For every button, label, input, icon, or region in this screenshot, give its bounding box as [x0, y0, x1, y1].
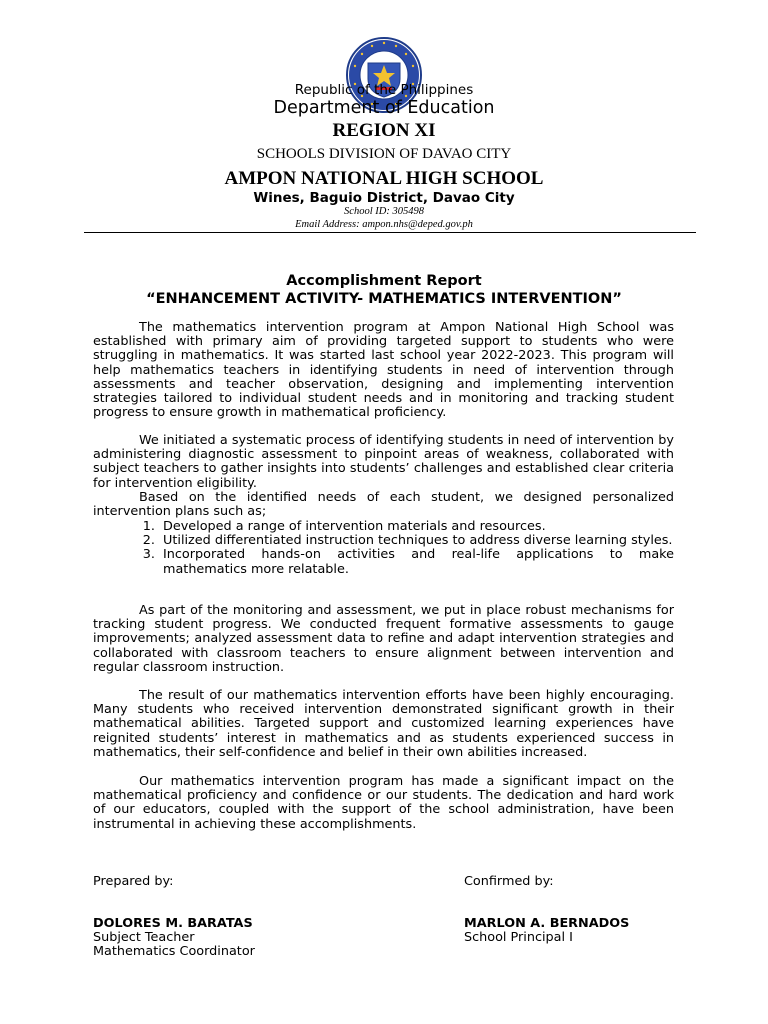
confirmed-by-label: Confirmed by: [464, 874, 554, 889]
school-address: Wines, Baguio District, Davao City [253, 190, 515, 206]
paragraph-3: Based on the identified needs of each student, we designed personalized intervention plans such as; [93, 490, 674, 520]
paragraph-6: Our mathematics intervention program has made a significant impact on the mathematical proficiency and confidence or our students. The dedication and hard work of our educators, coupled with the support of the school administration, have been instrumental in achieving these accomplishments. [93, 774, 674, 832]
division-line: SCHOOLS DIVISION OF DAVAO CITY [256, 146, 512, 162]
republic-line: Republic of the Philippines [294, 82, 474, 98]
prepared-signatory [93, 917, 255, 960]
prepared-role-2: Mathematics Coordinator [93, 944, 255, 960]
confirmed-name: MARLON A. BERNADOS [464, 916, 630, 931]
intervention-list [93, 520, 674, 577]
paragraph-5: The result of our mathematics intervention efforts have been highly encouraging. Many students who received intervention demonstrated significant growth in their mathematical abilities. Targeted support and customized learning experiences have reignited students’ interest in mathematics and as students experienced success in mathematics, their self-confidence and belief in their own abilities increased. [93, 688, 674, 760]
confirmed-role: School Principal I [464, 930, 573, 946]
report-title: Accomplishment Report [286, 273, 482, 289]
list-item: 3. Incorporated hands-on activities and real-life applications to make mathematics more relatable. [142, 547, 674, 577]
list-item: 2. Utilized differentiated instruction techniques to address diverse learning styles. [142, 533, 673, 549]
list-item: 1. Developed a range of intervention materials and resources. [142, 519, 546, 534]
prepared-name: DOLORES M. BARATAS [93, 916, 253, 931]
prepared-role: Subject Teacher [93, 930, 195, 946]
paragraph-4: As part of the monitoring and assessment, we put in place robust mechanisms for tracking student progress. We conducted frequent formative assessments to gauge improvements; analyzed assessment data to refine and adapt intervention strategies and collaborated with classroom teachers to ensure alignment between intervention and regular classroom instruction. [93, 603, 674, 675]
region-line: REGION XI [332, 120, 436, 141]
paragraph-1: The mathematics intervention program at Ampon National High School was established with primary aim of providing targeted support to students who were struggling in mathematics. It was started last school year 2022-2023. This program will help mathematics teachers in identifying students in need of intervention through assessments and teacher observation, designing and implementing intervention strategies tailored to individual student needs and in monitoring and tracking student progress to ensure growth in mathematical proficiency. [93, 320, 674, 421]
report-subtitle: “ENHANCEMENT ACTIVITY- MATHEMATICS INTERVENTION” [146, 291, 622, 307]
school-name: AMPON NATIONAL HIGH SCHOOL [224, 168, 544, 189]
school-email: Email Address: ampon.nhs@deped.gov.ph [295, 219, 473, 230]
confirmed-signatory [464, 917, 629, 945]
paragraph-2: We initiated a systematic process of identifying students in need of intervention by administering diagnostic assessment to pinpoint areas of weakness, collaborated with subject teachers to gather insights into students’ challenges and established clear criteria for intervention eligibility. [93, 433, 674, 491]
header-divider [84, 232, 696, 233]
department-line: Department of Education [273, 98, 495, 118]
prepared-by-label: Prepared by: [93, 874, 174, 889]
school-id: School ID: 305498 [344, 206, 424, 217]
